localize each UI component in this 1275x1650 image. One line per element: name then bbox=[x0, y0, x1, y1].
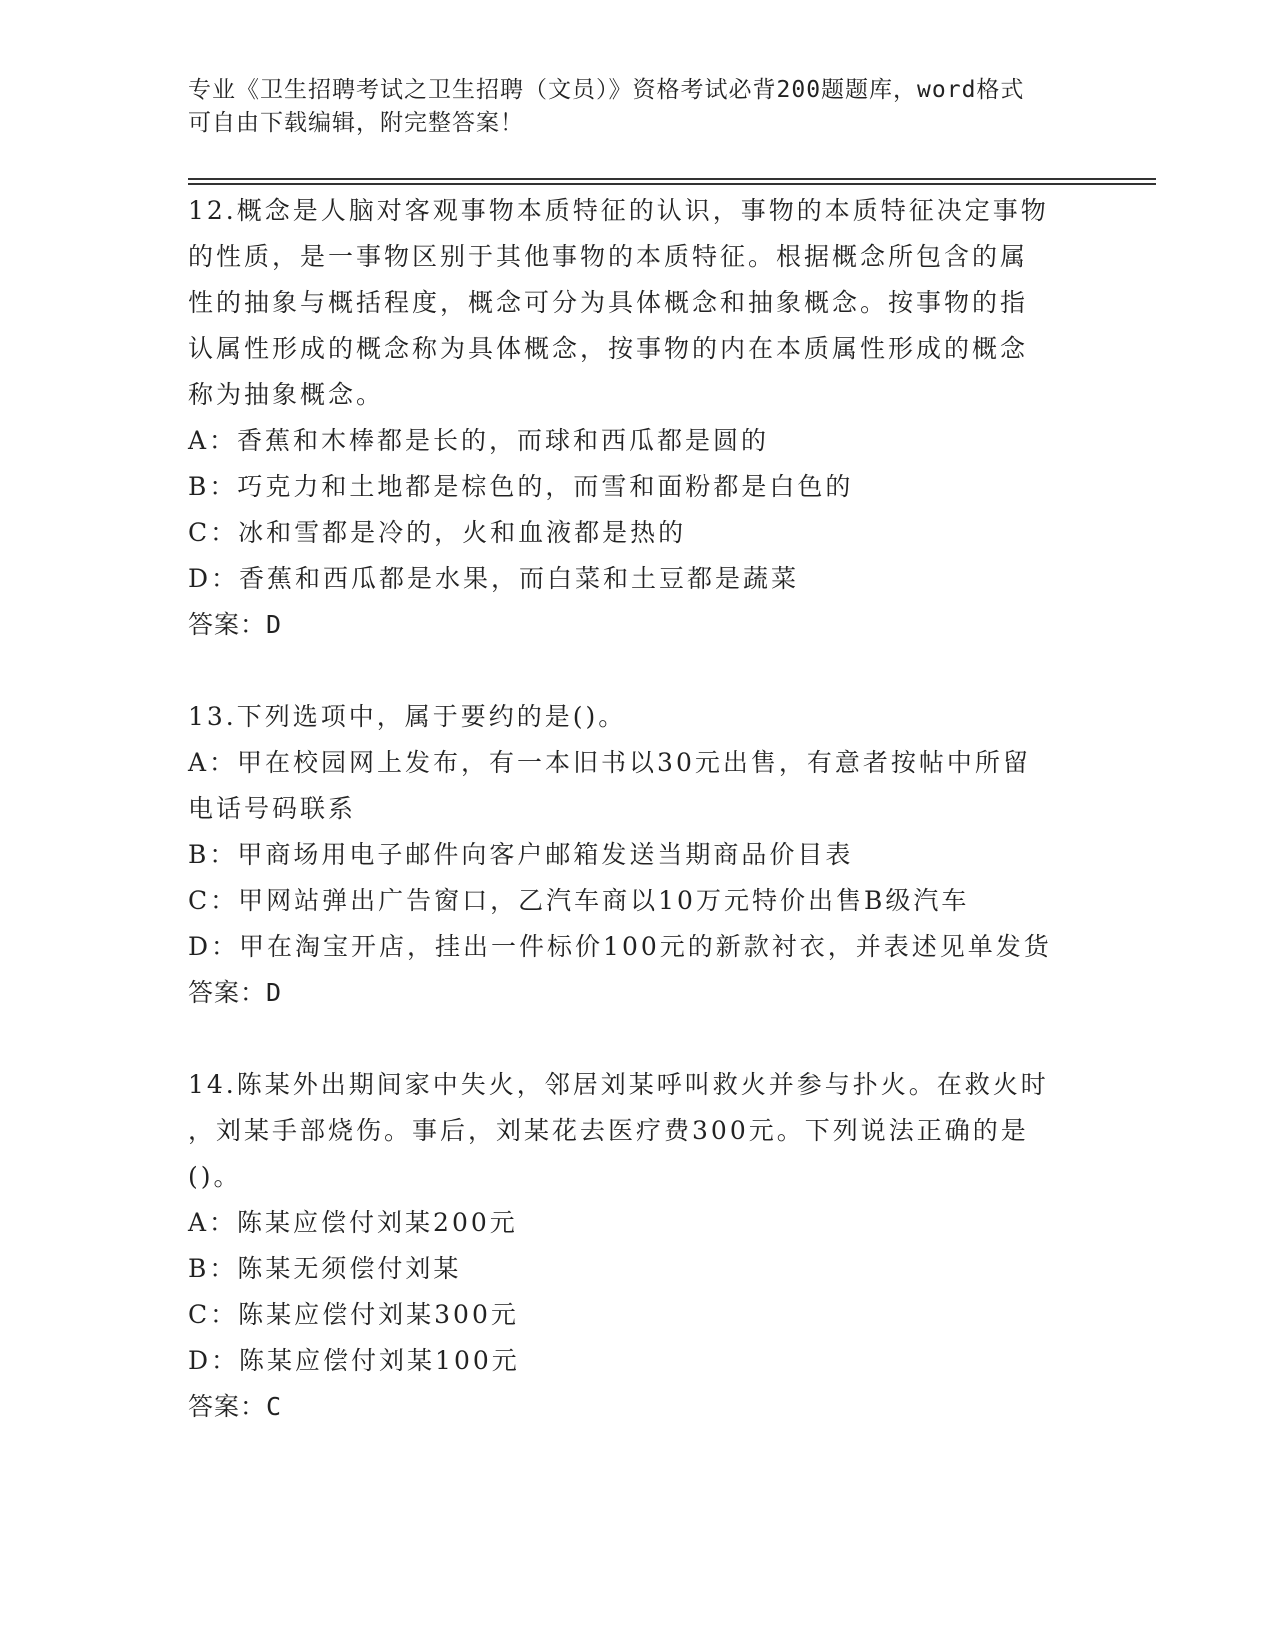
option-d: D：甲在淘宝开店，挂出一件标价100元的新款衬衣，并表述见单发货 bbox=[188, 932, 1052, 961]
option-b: B：甲商场用电子邮件向客户邮箱发送当期商品价目表 bbox=[188, 840, 854, 869]
page-header bbox=[188, 74, 1088, 140]
header-title-line-1: 专业《卫生招聘考试之卫生招聘（文员）》资格考试必背200题题库，word格式 bbox=[188, 77, 1025, 103]
option-b: B：陈某无须偿付刘某 bbox=[188, 1254, 462, 1283]
question-stem-line: ()。 bbox=[188, 1162, 242, 1191]
header-divider-bottom bbox=[188, 183, 1156, 185]
option-c: C：甲网站弹出广告窗口，乙汽车商以10万元特价出售B级汽车 bbox=[188, 886, 970, 915]
option-d: D：陈某应偿付刘某100元 bbox=[188, 1346, 520, 1375]
header-title-line-2: 可自由下载编辑，附完整答案！ bbox=[188, 110, 524, 136]
question-stem-line: 13.下列选项中，属于要约的是()。 bbox=[188, 702, 627, 731]
option-c: C：冰和雪都是冷的，火和血液都是热的 bbox=[188, 518, 687, 547]
question-list bbox=[188, 188, 1088, 1430]
question-stem-line: ，刘某手部烧伤。事后，刘某花去医疗费300元。下列说法正确的是 bbox=[188, 1116, 1029, 1145]
question-stem-line: 称为抽象概念。 bbox=[188, 380, 385, 409]
question-spacer bbox=[188, 648, 1088, 694]
question-13 bbox=[188, 694, 1088, 1016]
option-b: B：巧克力和土地都是棕色的，而雪和面粉都是白色的 bbox=[188, 472, 854, 501]
question-stem-line: 12.概念是人脑对客观事物本质特征的认识，事物的本质特征决定事物 bbox=[188, 196, 1049, 225]
answer-label: 答案：D bbox=[188, 978, 283, 1007]
option-a: A：陈某应偿付刘某200元 bbox=[188, 1208, 518, 1237]
question-stem-line: 性的抽象与概括程度，概念可分为具体概念和抽象概念。按事物的指 bbox=[188, 288, 1029, 317]
question-12 bbox=[188, 188, 1088, 648]
option-a: A：甲在校园网上发布，有一本旧书以30元出售，有意者按帖中所留 bbox=[188, 748, 1031, 777]
question-spacer bbox=[188, 1016, 1088, 1062]
question-stem-line: 14.陈某外出期间家中失火，邻居刘某呼叫救火并参与扑火。在救火时 bbox=[188, 1070, 1049, 1099]
option-a: A：香蕉和木棒都是长的，而球和西瓜都是圆的 bbox=[188, 426, 770, 455]
header-divider-top bbox=[188, 178, 1156, 180]
question-stem-line: 认属性形成的概念称为具体概念，按事物的内在本质属性形成的概念 bbox=[188, 334, 1029, 363]
answer-label: 答案：D bbox=[188, 610, 283, 639]
question-14 bbox=[188, 1062, 1088, 1430]
option-a-continued: 电话号码联系 bbox=[188, 794, 357, 823]
option-d: D：香蕉和西瓜都是水果，而白菜和土豆都是蔬菜 bbox=[188, 564, 800, 593]
option-c: C：陈某应偿付刘某300元 bbox=[188, 1300, 519, 1329]
answer-label: 答案：C bbox=[188, 1392, 283, 1421]
question-stem-line: 的性质，是一事物区别于其他事物的本质特征。根据概念所包含的属 bbox=[188, 242, 1029, 271]
